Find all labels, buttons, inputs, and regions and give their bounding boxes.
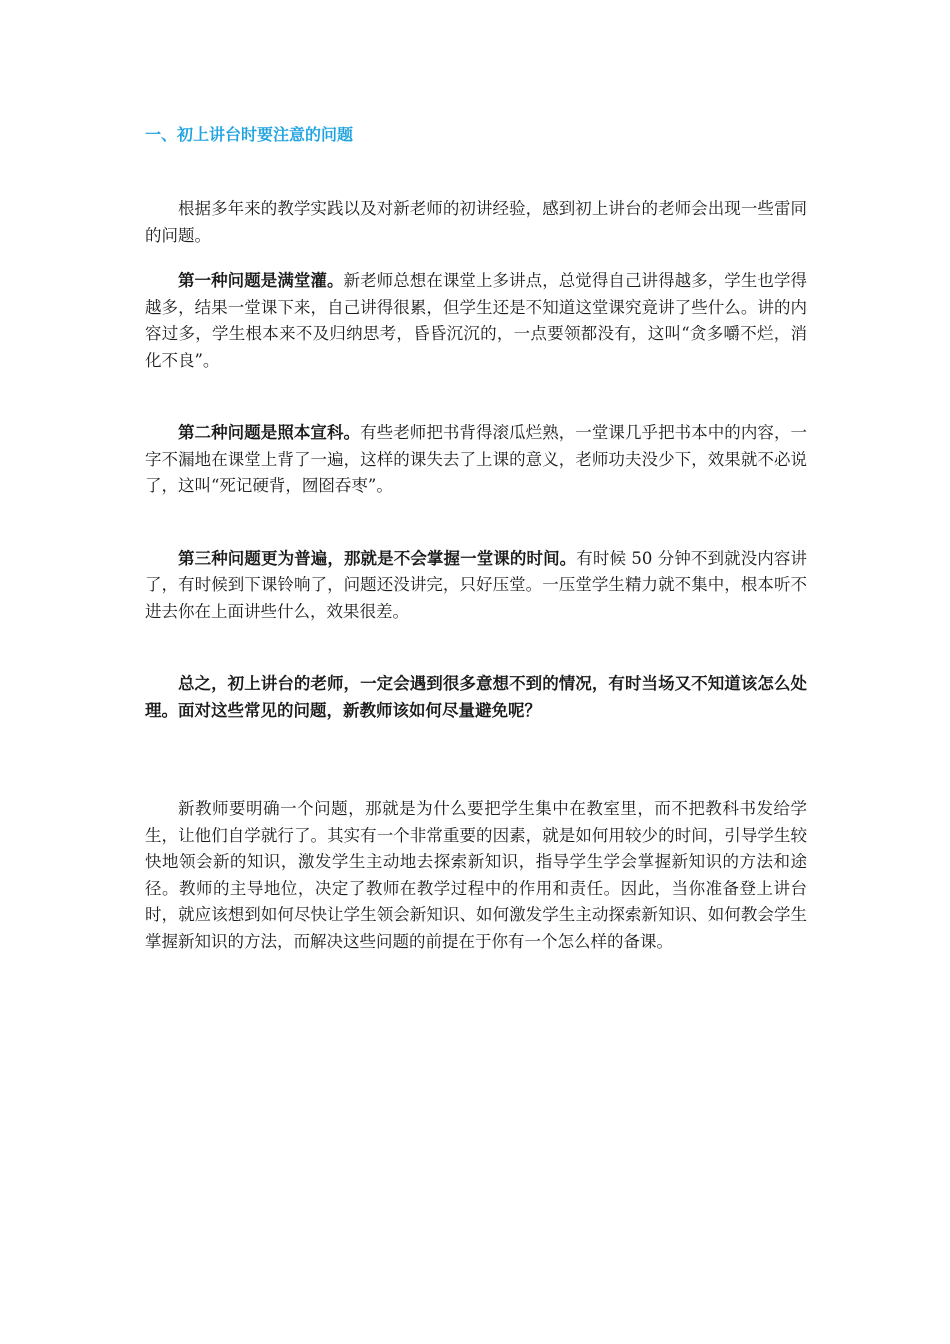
problem-lead-3: 第三种问题更为普遍，那就是不会掌握一堂课的时间。 xyxy=(178,548,577,568)
problem-paragraph-1 xyxy=(145,268,807,374)
summary-paragraph: 总之，初上讲台的老师，一定会遇到很多意想不到的情况，有时当场又不知道该怎么处理。面对这些常见的问题，新教师该如何尽量避免呢？ xyxy=(145,674,807,720)
problem-text-1: 新老师总想在课堂上多讲点，总觉得自己讲得越多，学生也学得越多，结果一堂课下来，自己讲得很累，但学生还是不知道这堂课究竟讲了些什么。讲的内容过多，学生根本来不及归纳思考，昏昏沉沉的，一点要领都没有，这叫“贪多嚼不烂，消化不良”。 xyxy=(145,271,808,370)
section-heading: 一、初上讲台时要注意的问题 xyxy=(145,125,354,144)
problem-text-2: 有些老师把书背得滚瓜烂熟，一堂课几乎把书本中的内容，一字不漏地在课堂上背了一遍，这样的课失去了上课的意义，老师功夫没少下，效果就不必说了，这叫“死记硬背，囫囵吞枣”。 xyxy=(145,423,808,495)
problem-lead-1: 第一种问题是满堂灌。 xyxy=(178,271,344,290)
document-body xyxy=(145,122,807,955)
problem-lead-2: 第二种问题是照本宣科。 xyxy=(178,423,361,442)
problem-paragraph-3 xyxy=(145,546,807,626)
answer-paragraph: 新教师要明确一个问题，那就是为什么要把学生集中在教室里，而不把教科书发给学生，让他们自学就行了。其实有一个非常重要的因素，就是如何用较少的时间，引导学生较快地领会新的知识，激发学生主动地去探索新知识，指导学生学会掌握新知识的方法和途径。教师的主导地位，决定了教师在教学过程中的作用和责任。因此，当你准备登上讲台时，就应该想到如何尽快让学生领会新知识、如何激发学生主动探索新知识、如何教会学生掌握新知识的方法，而解决这些问题的前提在于你有一个怎么样的备课。 xyxy=(145,799,807,951)
problem-paragraph-2 xyxy=(145,420,807,500)
problem-text-3: 有时候 50 分钟不到就没内容讲了，有时候到下课铃响了，问题还没讲完，只好压堂。一压堂学生精力就不集中，根本听不进去你在上面讲些什么，效果很差。 xyxy=(145,548,807,621)
intro-paragraph: 根据多年来的教学实践以及对新老师的初讲经验，感到初上讲台的老师会出现一些雷同的问题。 xyxy=(145,199,807,245)
